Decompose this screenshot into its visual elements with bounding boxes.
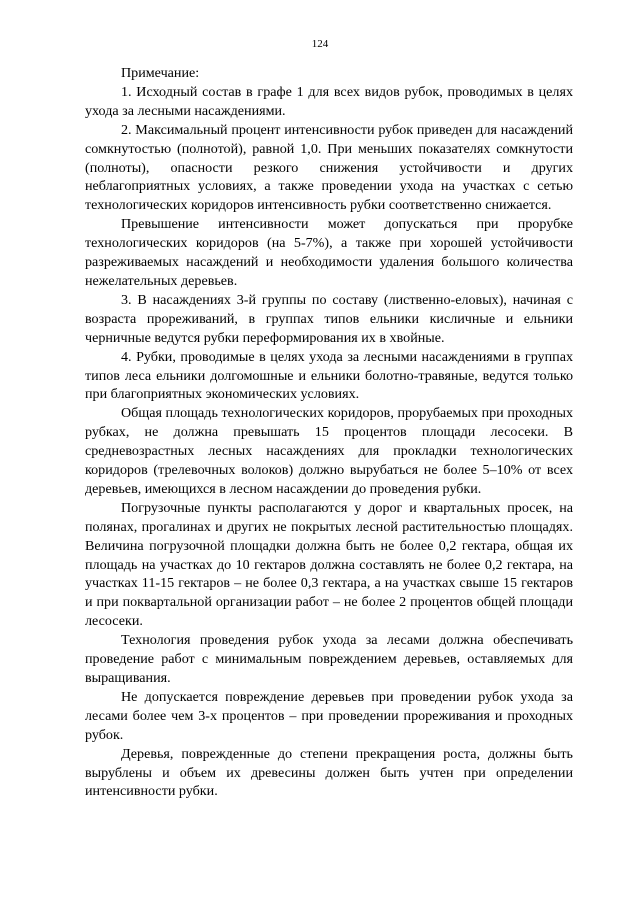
paragraph: Не допускается повреждение деревьев при проведении рубок ухода за лесами более чем 3-х процентов – при проведении прореживания и проходных рубок. [85,688,573,743]
paragraph: Деревья, поврежденные до степени прекращения роста, должны быть вырублены и объем их древесины должен быть учтен при определении интенсивности рубки. [85,745,573,800]
document-body [85,64,573,801]
paragraph: Технология проведения рубок ухода за лесами должна обеспечивать проведение работ с минимальным повреждением деревьев, оставляемых для выращивания. [85,632,573,686]
paragraph: 2. Максимальный процент интенсивности рубок приведен для насаждений сомкнутостью (полнотой), равной 1,0. При меньших показателях сомкнутости (полноты), опасности резкого снижения устойчивости и других неблагоприятных условиях, а также проведении ухода на участках с сетью технологических коридоров интенсивность рубки соответственно снижается. [85,121,573,214]
paragraph: 3. В насаждениях 3-й группы по составу (лиственно-еловых), начиная с возраста прореживаний, в группах типов ельники кисличные и ельники черничные ведутся рубки переформирования их в хвойные. [85,291,573,346]
paragraph: 1. Исходный состав в графе 1 для всех видов рубок, проводимых в целях ухода за лесными насаждениями. [85,83,573,119]
paragraph: Общая площадь технологических коридоров, прорубаемых при проходных рубках, не должна превышать 15 процентов площади лесосеки. В средневозрастных лесных насаждениях для прокладки технологических коридоров (трелевочных волоков) должно вырубаться не более 5–10% от всех деревьев, имеющихся в лесном насаждении до проведения рубки. [85,405,573,497]
note-heading: Примечание: [121,65,200,81]
paragraph: 4. Рубки, проводимые в целях ухода за лесными насаждениями в группах типов леса ельники долгомошные и ельники болотно-травяные, ведутся только при благоприятных экономических условиях. [85,348,573,403]
paragraph: Превышение интенсивности может допускаться при прорубке технологических коридоров (на 5-7%), а также при хорошей устойчивости разреживаемых насаждений и необходимости удаления большого количества нежелательных деревьев. [85,216,573,289]
page-number: 124 [311,38,329,50]
paragraph: Погрузочные пункты располагаются у дорог и квартальных просек, на полянах, прогалинах и других не покрытых лесной растительностью площадях. Величина погрузочной площадки должна быть не более 0,2 гектара, общая их площадь на участках до 10 гектаров должна составлять не более 0,2 гектара, на участках 11-15 гектаров – не более 0,3 гектара, а на участках свыше 15 гектаров и при поквартальной организации работ – не более 2 процентов общей площади лесосеки. [85,499,573,630]
